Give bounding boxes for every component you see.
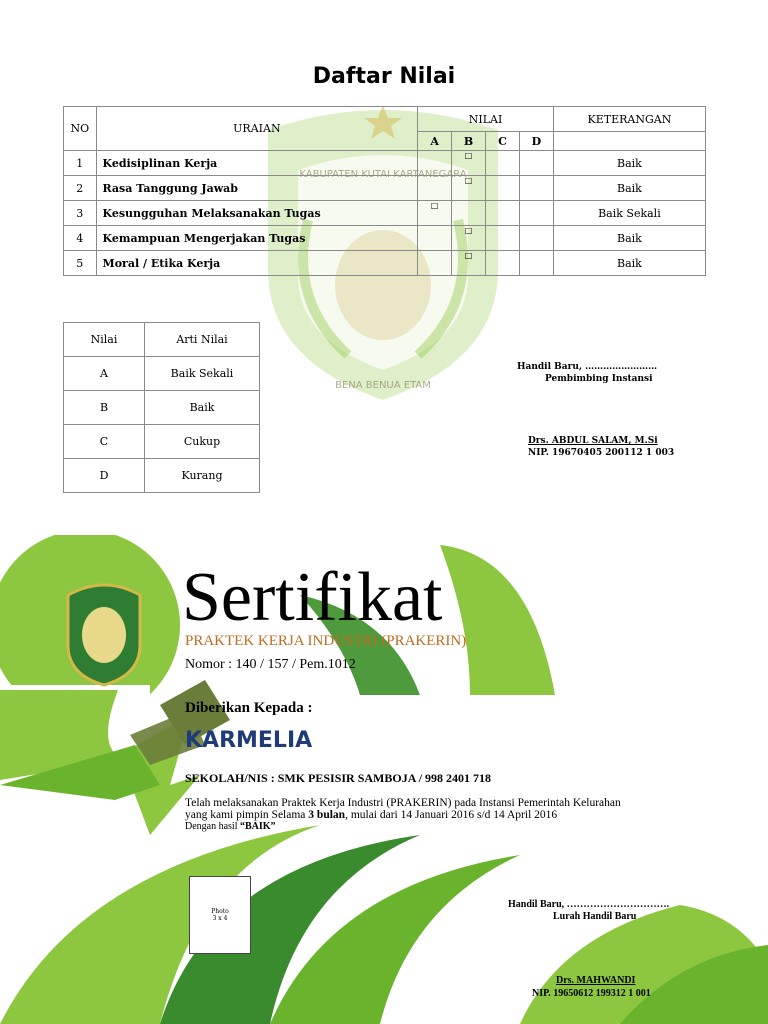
grade-cell-c [486,201,520,226]
row-keterangan: Baik [553,176,705,201]
row-no: 4 [64,226,97,251]
legend-nilai: B [64,391,145,425]
legend-header-nilai: Nilai [64,323,145,357]
legend-arti: Kurang [145,459,260,493]
row-no: 5 [64,251,97,276]
certificate-title: Sertifikat [182,559,443,636]
description-line-2 [185,809,655,821]
header-keterangan: KETERANGAN [553,107,705,132]
signature-place-date: Handil Baru, …………………… [517,362,658,372]
lurah-nip: NIP. 19650612 199312 1 001 [532,988,651,999]
legend-row [64,425,260,459]
certificate-description [185,797,655,833]
grade-cell-a [418,176,452,201]
row-uraian: Kedisiplinan Kerja [96,151,418,176]
page-title: Daftar Nilai [312,64,456,89]
table-row [64,151,706,176]
grade-cell-d [519,251,553,276]
result-value: “BAIK” [240,821,276,832]
signature-nip: NIP. 19670405 200112 1 003 [528,448,675,458]
grade-check-mark: □ [452,176,486,201]
lurah-place-date: Handil Baru, …………………………. [508,899,670,910]
row-uraian: Kemampuan Mengerjakan Tugas [96,226,418,251]
certificate-subtitle: PRAKTEK KERJA INDUSTRI (PRAKERIN) [185,633,467,649]
row-keterangan: Baik [553,151,705,176]
grade-check-mark: □ [452,151,486,176]
row-uraian: Kesungguhan Melaksanakan Tugas [96,201,418,226]
legend-nilai: C [64,425,145,459]
table-row [64,201,706,226]
grade-cell-d [519,201,553,226]
result-label: Dengan hasil [185,821,240,832]
grade-cell-c [486,251,520,276]
grade-table [63,106,706,276]
photo-placeholder [189,876,251,954]
row-no: 3 [64,201,97,226]
header-no: NO [64,107,97,151]
legend-row [64,391,260,425]
row-uraian: Moral / Etika Kerja [96,251,418,276]
legend-header-arti: Arti Nilai [145,323,260,357]
legend-arti: Baik Sekali [145,357,260,391]
grade-cell-d [519,176,553,201]
header-grade-c: C [486,132,520,151]
grade-cell-d [519,151,553,176]
grade-check-mark: □ [452,226,486,251]
legend-nilai: A [64,357,145,391]
grade-cell-c [486,151,520,176]
description-line-1: Telah melaksanakan Praktek Kerja Industri (PRAKERIN) pada Instansi Pemerintah Kelurahan [185,797,621,809]
row-keterangan: Baik [553,226,705,251]
legend-row [64,357,260,391]
grade-cell-d [519,226,553,251]
legend-arti: Baik [145,391,260,425]
signature-name: Drs. ABDUL SALAM, M.Si [528,436,658,446]
table-row [64,226,706,251]
lurah-role: Lurah Handil Baru [553,911,637,922]
grade-cell-a [418,251,452,276]
row-keterangan: Baik [553,251,705,276]
photo-label: Photo [211,908,229,915]
grade-cell-a [418,226,452,251]
grade-cell-c [486,176,520,201]
emblem-top-text: KABUPATEN KUTAI KARTANEGARA [299,169,467,180]
table-row [64,251,706,276]
header-keterangan-blank [553,132,705,151]
photo-size: 3 x 4 [212,915,228,922]
grade-check-mark: □ [418,201,452,226]
lurah-name: Drs. MAHWANDI [556,975,636,986]
header-grade-b: B [452,132,486,151]
header-nilai: NILAI [418,107,554,132]
recipient-name: KARMELIA [185,728,313,753]
table-row [64,176,706,201]
header-grade-d: D [519,132,553,151]
row-no: 2 [64,176,97,201]
grade-cell-b [452,201,486,226]
row-no: 1 [64,151,97,176]
emblem-motto-text: BENA BENUA ETAM [335,380,431,391]
legend-row [64,459,260,493]
duration-text: 3 bulan [308,809,346,821]
school-info: SEKOLAH/NIS : SMK PESISIR SAMBOJA / 998 2401 718 [185,771,492,785]
legend-table [63,322,260,493]
legend-header-row [64,323,260,357]
signature-role: Pembimbing Instansi [545,374,653,384]
header-grade-a: A [418,132,452,151]
legend-nilai: D [64,459,145,493]
description-line-3 [185,821,655,833]
header-uraian: URAIAN [96,107,418,151]
grade-check-mark: □ [452,251,486,276]
certificate-number: Nomor : 140 / 157 / Pem.1012 [185,657,356,672]
description-line-2-pre: yang kami pimpin Selama [185,809,309,821]
row-keterangan: Baik Sekali [553,201,705,226]
legend-arti: Cukup [145,425,260,459]
grade-cell-a [418,151,452,176]
given-to-label: Diberikan Kepada : [185,700,313,716]
grade-cell-c [486,226,520,251]
description-line-2-post: , mulai dari 14 Januari 2016 s/d 14 April 2016 [345,809,558,821]
row-uraian: Rasa Tanggung Jawab [96,176,418,201]
